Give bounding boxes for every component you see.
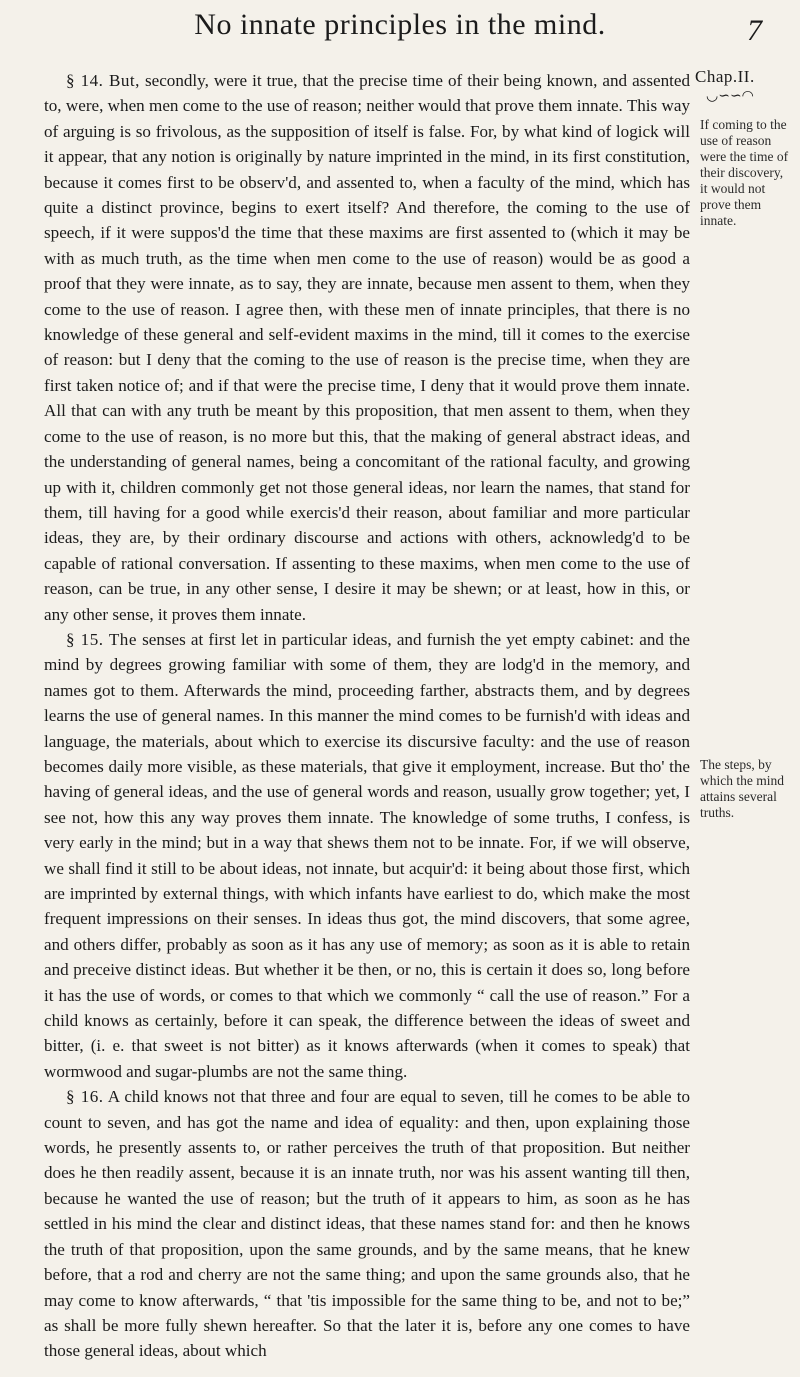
ornament-icon: ◡∽∽◠ bbox=[706, 89, 754, 104]
paragraph-text: secondly, were it true, that the precise time of their being known, and assented to, were, when men come to the use of reason; neither would that prove them innate. This way of arguing is so frivolous, as the supposition of itself is false. For, by what kind of logick will it appear, that any notion is originally by nature imprinted in the mind, in its first constitution, because it comes first to be observ'd, and assented to, when a faculty of the mind, which has quite a distinct province, begins to exert itself? And therefore, the coming to the use of speech, if it were suppos'd the time that these maxims are first assented to (which it may be with as much truth, as the time when men come to the use of reason) would be as good a proof that they were innate, as to say, they are innate, because men assent to them, when they come to the use of reason. I agree then, with these men of innate principles, that there is no knowledge of these general and self-evident maxims in the mind, till it comes to the exercise of reason: but I deny that the coming to the use of reason is the precise time, when they are first taken notice of; and if that were the precise time, I deny that it would prove them innate. All that can with any truth be meant by this proposition, that men assent to them, when they come to the use of reason, is no more but this, that the making of general abstract ideas, and the understanding of general names, being a concomitant of the rational faculty, and growing up with it, children commonly get not those general ideas, nor learn the names, that stand for them, till having for a good while exercis'd their reason, about familiar and more particular ideas, they are, by their ordinary discourse and actions with others, acknowledg'd to be capable of rational conversation. If assenting to these maxims, when men come to the use of reason, can be true, in any other sense, I desire it may be shewn; or at least, how in this, or any other sense, it proves them innate. bbox=[44, 71, 690, 624]
section-label: § 16. bbox=[66, 1087, 104, 1107]
paragraph-14 bbox=[44, 68, 690, 627]
paragraph-text: senses at first let in particular ideas, and furnish the yet empty cabinet: and the mind by degrees growing familiar with some of them, they are lodg'd in the memory, and names got to them. Afterwards the mind, proceeding farther, abstracts them, and by degrees learns the use of general names. In this manner the mind comes to be furnish'd with ideas and language, the materials, about which to exercise its discursive faculty: and the use of reason becomes daily more visible, as these materials, that give it employment, increase. But tho' the having of general ideas, and the use of general words and reason, usually grow together; yet, I see not, how this any way proves them innate. The knowledge of some truths, I confess, is very early in the mind; but in a way that shews them not to be innate. For, if we will observe, we shall find it still to be about ideas, not innate, but acquir'd: it being about those first, which are imprinted by external things, with which infants have earliest to do, which make the most frequent impressions on their senses. In ideas thus got, the mind discovers, that some agree, and others differ, probably as soon as it has any use of memory; as soon as it is able to retain and preceive distinct ideas. But whether it be then, or no, this is certain it does so, long before it has the use of words, or comes to that which we commonly “ call the use of reason.” For a child knows as certainly, before it can speak, the difference between the ideas of sweet and bitter, (i. e. that sweet is not bitter) as it knows afterwards (when it comes to speak) that wormwood and sugar-plumbs are not the same thing. bbox=[44, 629, 690, 1081]
margin-note: If coming to the use of reason were the time of their discovery, it would not prove them innate. bbox=[700, 117, 789, 228]
margin-note: The steps, by which the mind attains several truths. bbox=[700, 757, 784, 820]
section-label: § 14. But, bbox=[66, 71, 140, 90]
chapter-label: Chap.II. bbox=[695, 67, 755, 86]
paragraph-text: A child knows not that three and four are equal to seven, till he comes to be able to count to seven, and has got the name and idea of equality: and then, upon explaining those words, he presently assents to, or rather perceives the truth of that proposition. But neither does he then readily assent, because it is an innate truth, nor was his assent wanting till then, because he wanted the use of reason; but the truth of it appears to him, as soon as he has settled in his mind the clear and distinct ideas, that these names stand for: and then he knows the truth of that proposition, upon the same grounds, and by the same means, that he knew before, that a rod and cherry are not the same thing; and upon the same grounds also, that he may come to know afterwards, “ that 'tis impossible for the same thing to be, and not to be;” as shall be more fully shewn hereafter. So that the later it is, before any one comes to have those general ideas, about which bbox=[44, 1087, 691, 1361]
section-label: § 15. The bbox=[66, 629, 137, 649]
body-text bbox=[44, 68, 690, 1364]
page-number: 7 bbox=[747, 14, 762, 47]
running-head: No innate principles in the mind. bbox=[194, 8, 606, 41]
paragraph-15 bbox=[44, 627, 690, 1084]
paragraph-16 bbox=[44, 1084, 690, 1363]
